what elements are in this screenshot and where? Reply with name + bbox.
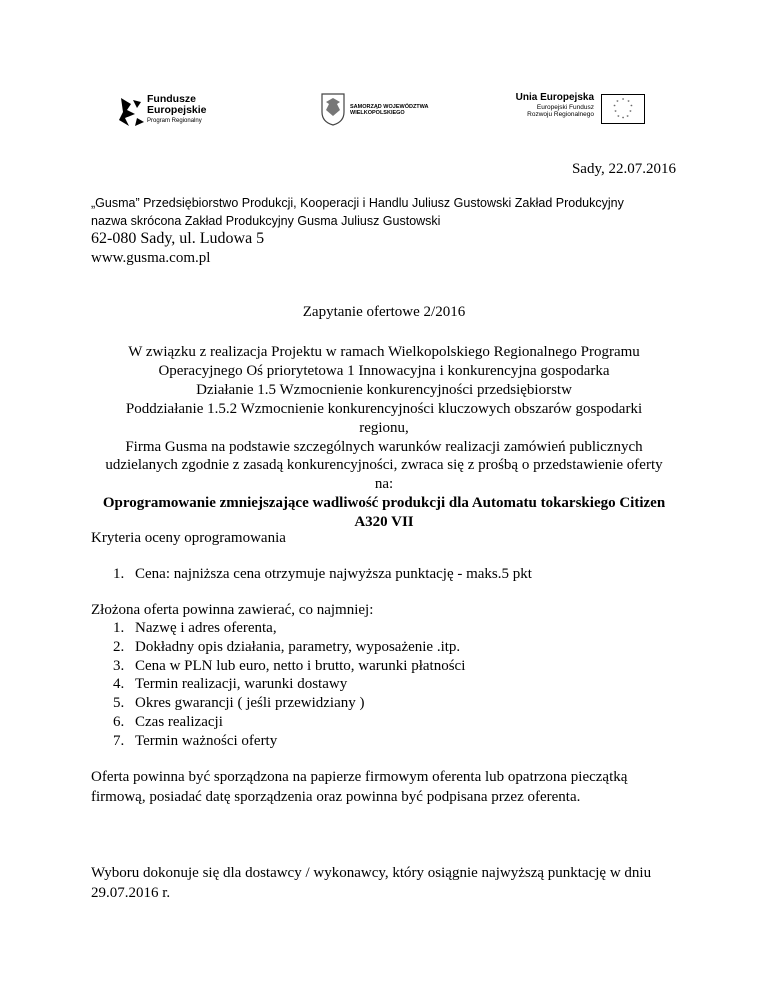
- list-item-number: 1.: [113, 620, 125, 636]
- paragraph-line: Wyboru dokonuje się dla dostawcy / wykonawcy, który osiągnie najwyższą punktację w dniu: [91, 865, 652, 881]
- svg-text:*: *: [614, 110, 617, 116]
- list-item-number: 1.: [113, 566, 125, 582]
- date-line: Sady, 22.07.2016: [571, 161, 676, 177]
- company-address: 62-080 Sady, ul. Ludowa 5: [91, 230, 265, 247]
- document-title: Zapytanie ofertowe 2/2016: [302, 304, 466, 320]
- list-item-text: Termin ważności oferty: [135, 732, 278, 749]
- samorzad-line-1: SAMORZĄD WOJEWÓDZTWA: [350, 104, 429, 110]
- fundusze-star-icon: [117, 96, 145, 128]
- company-website: www.gusma.com.pl: [91, 250, 211, 266]
- svg-text:*: *: [621, 117, 625, 123]
- selection-paragraph: [91, 864, 651, 903]
- subject-line: Oprogramowanie zmniejszające wadliwość produkcji dla Automatu tokarskiego Citizen: [102, 495, 666, 512]
- samorzad-logo: [318, 90, 448, 130]
- svg-text:*: *: [627, 100, 630, 106]
- fundusze-title-2: Europejskie: [147, 104, 207, 117]
- list-item-number: 2.: [113, 638, 125, 655]
- intro-line: W związku z realizacja Projektu w ramach Wielkopolskiego Regionalnego Programu: [128, 344, 640, 360]
- list-item: [113, 565, 532, 584]
- list-item-number: 7.: [113, 732, 125, 749]
- fundusze-subtitle: Program Regionalny: [147, 118, 202, 125]
- list-item-text: Dokładny opis działania, parametry, wyposażenie .itp.: [135, 638, 461, 655]
- intro-line: Poddziałanie 1.5.2 Wzmocnienie konkurencyjności kluczowych obszarów gospodarki: [125, 400, 643, 417]
- svg-text:*: *: [613, 105, 616, 111]
- list-item: [113, 694, 465, 713]
- list-item-text: Cena w PLN lub euro, netto i brutto, warunki płatności: [135, 657, 466, 674]
- svg-text:*: *: [630, 105, 633, 111]
- list-item: [113, 732, 465, 751]
- ue-sub-1: Europejski Fundusz: [536, 103, 594, 111]
- intro-line: regionu,: [359, 419, 409, 436]
- company-short-name: nazwa skrócona Zakład Produkcyjny Gusma Juliusz Gustowski: [91, 214, 441, 228]
- logo-strip: [113, 88, 653, 134]
- list-item-text: Termin realizacji, warunki dostawy: [135, 676, 348, 693]
- list-item-number: 5.: [113, 695, 125, 712]
- svg-text:*: *: [617, 115, 620, 121]
- list-item-text: Czas realizacji: [135, 713, 223, 730]
- list-item-number: 4.: [113, 676, 125, 693]
- intro-line: Firma Gusma na podstawie szczególnych warunków realizacji zamówień publicznych: [125, 438, 643, 455]
- paragraph-line: 29.07.2016 r.: [91, 884, 171, 901]
- intro-line: Działanie 1.5 Wzmocnienie konkurencyjności przedsiębiorstw: [196, 381, 572, 398]
- list-item-text: Nazwę i adres oferenta,: [135, 620, 277, 636]
- list-item: [113, 675, 465, 694]
- fundusze-europejskie-logo: [113, 88, 223, 134]
- unia-europejska-logo: [498, 88, 653, 134]
- ue-sub-2: Rozwoju Regionalnego: [527, 110, 594, 118]
- svg-text:*: *: [621, 98, 625, 104]
- intro-paragraph: [0, 343, 768, 532]
- intro-line: Operacyjnego Oś priorytetowa 1 Innowacyjna i konkurencyjna gospodarka: [158, 362, 610, 379]
- svg-text:*: *: [626, 115, 629, 121]
- eu-flag-icon: [601, 94, 645, 124]
- criteria-heading: Kryteria oceny oprogramowania: [91, 530, 286, 546]
- company-full-name: „Gusma” Przedsiębiorstwo Produkcji, Kooperacji i Handlu Juliusz Gustowski Zakład Produkcyjny: [91, 196, 624, 210]
- fundusze-text: [147, 94, 237, 124]
- form-paragraph: [91, 768, 627, 807]
- fundusze-title-1: Fundusze: [147, 93, 196, 105]
- offer-contents-heading: Złożona oferta powinna zawierać, co najmniej:: [91, 602, 374, 618]
- list-item-text: Okres gwarancji ( jeśli przewidziany ): [135, 695, 365, 712]
- samorzad-line-2: WIELKOPOLSKIEGO: [350, 110, 405, 117]
- svg-text:*: *: [616, 100, 619, 106]
- list-item: [113, 638, 465, 657]
- paragraph-line: firmową, posiadać datę sporządzenia oraz powinna być podpisana przez oferenta.: [91, 788, 581, 805]
- list-item: [113, 713, 465, 732]
- ue-title: Unia Europejska: [515, 92, 594, 103]
- list-item-number: 3.: [113, 657, 125, 674]
- list-item-text: Cena: najniższa cena otrzymuje najwyższa punktację - maks.5 pkt: [135, 566, 532, 582]
- samorzad-text: [350, 104, 450, 117]
- eagle-crest-icon: [320, 92, 346, 126]
- svg-text:*: *: [629, 110, 632, 116]
- ue-text: [498, 92, 594, 118]
- subject-line: A320 VII: [354, 514, 414, 531]
- list-item: [113, 619, 465, 638]
- offer-contents-list: [113, 619, 465, 751]
- list-item-number: 6.: [113, 713, 125, 730]
- list-item: [113, 657, 465, 676]
- intro-line: udzielanych zgodnie z zasadą konkurencyjności, zwraca się z prośbą o przedstawienie oferty: [105, 457, 663, 474]
- paragraph-line: Oferta powinna być sporządzona na papierze firmowym oferenta lub opatrzona pieczątką: [91, 769, 628, 785]
- criteria-list: [113, 565, 532, 584]
- intro-line: na:: [374, 476, 394, 493]
